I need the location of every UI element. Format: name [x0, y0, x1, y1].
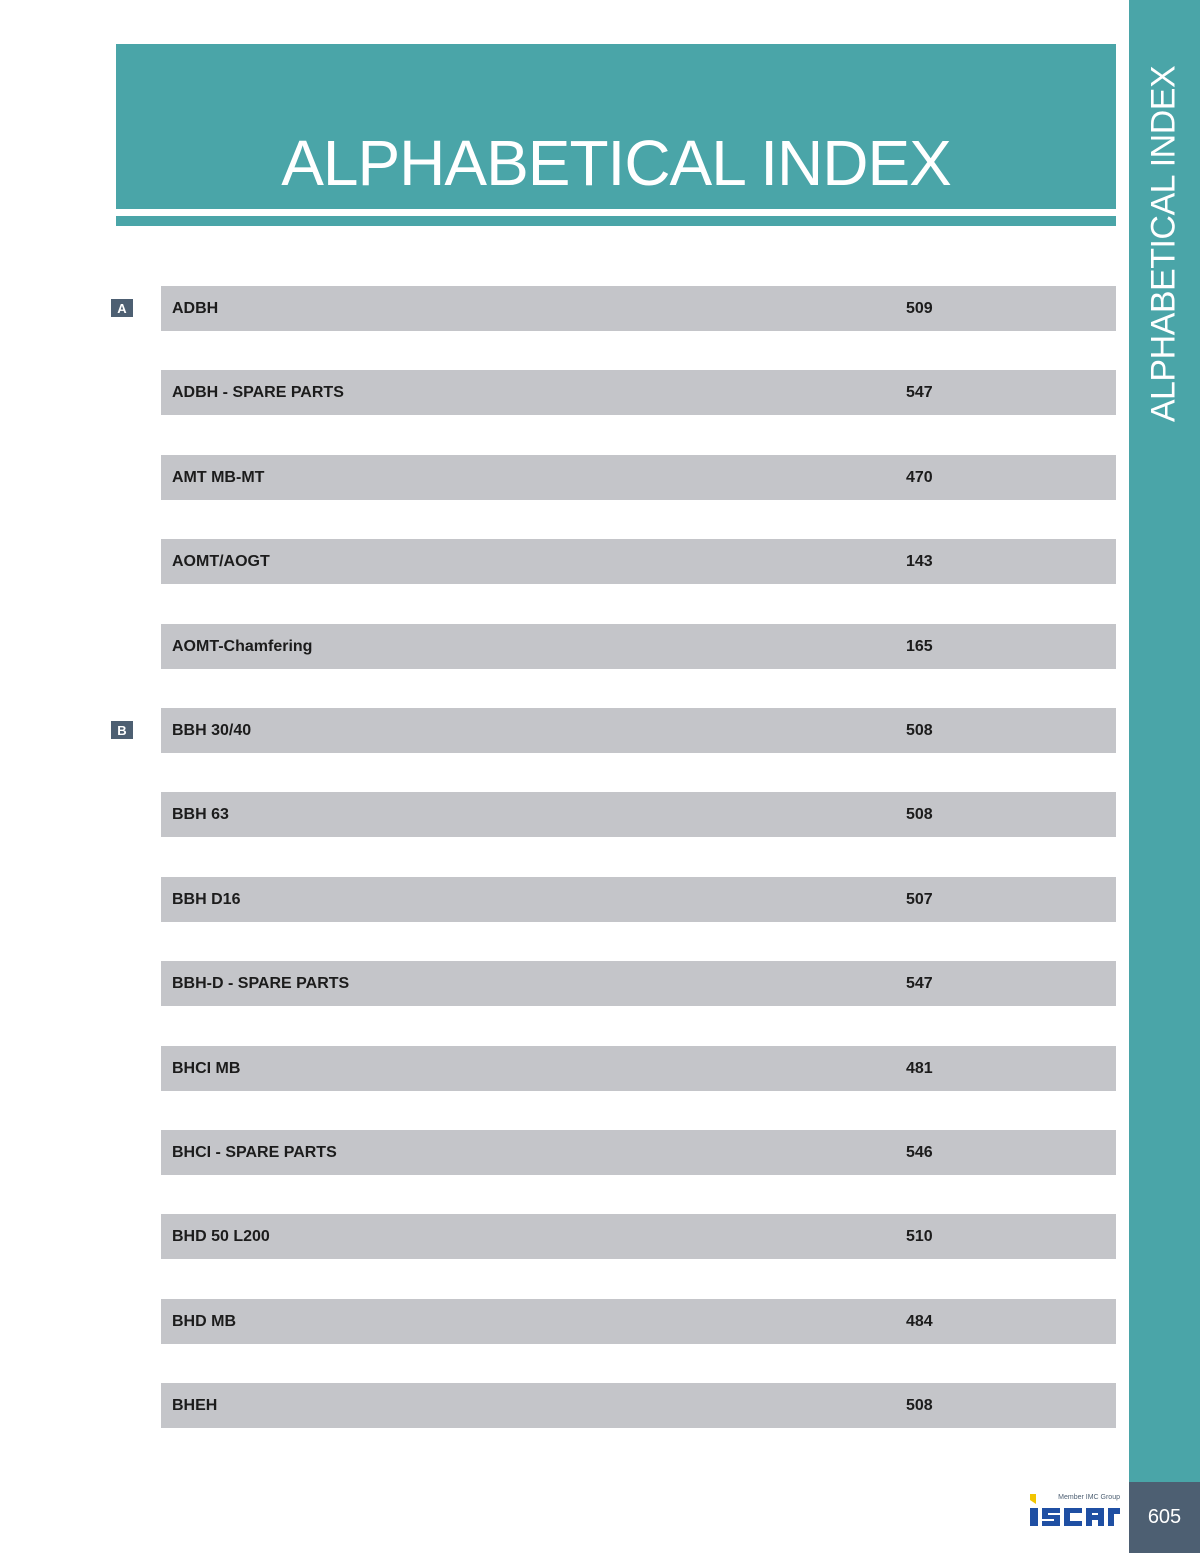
- index-entry-page: 547: [906, 975, 933, 993]
- header-rule: [116, 216, 1116, 226]
- index-row: [161, 1046, 1116, 1091]
- letter-badge: B: [111, 721, 133, 739]
- index-entry-name: BBH 30/40: [172, 722, 252, 739]
- index-entry-page: 165: [906, 637, 933, 655]
- index-entry-page: 509: [906, 300, 933, 317]
- index-row: [161, 1299, 1116, 1344]
- index-entry-name: BBH 63: [172, 806, 229, 824]
- index-entry-page: 547: [906, 384, 933, 402]
- index-row: [161, 539, 1116, 584]
- index-entry-name: BHD 50 L200: [172, 1228, 270, 1246]
- index-row: [161, 370, 1116, 415]
- index-row: [161, 286, 1116, 331]
- index-row: [161, 1130, 1116, 1175]
- index-entry-page: 507: [906, 890, 933, 908]
- index-entry-name: BBH D16: [172, 890, 241, 908]
- index-row: [161, 792, 1116, 837]
- index-row: [161, 455, 1116, 500]
- index-entry-name: BHD MB: [172, 1312, 236, 1330]
- index-entry-name: BHEH: [172, 1397, 218, 1415]
- header-banner: [116, 44, 1116, 209]
- index-entry-page: 510: [906, 1228, 933, 1246]
- index-entry-page: 546: [906, 1144, 933, 1161]
- page-title: ALPHABETICAL INDEX: [281, 126, 951, 199]
- index-entry-page: 508: [906, 806, 933, 824]
- index-entry-name: BBH-D - SPARE PARTS: [172, 975, 350, 993]
- index-entry-name: AMT MB-MT: [172, 468, 265, 486]
- logo-tagline: Member IMC Group: [1058, 1494, 1120, 1501]
- letter-badge: A: [111, 299, 133, 317]
- page-number: 605: [1129, 1482, 1200, 1553]
- index-row: [161, 1214, 1116, 1259]
- index-row: [161, 708, 1116, 753]
- index-entry-page: 508: [906, 722, 933, 739]
- index-entry-page: 481: [906, 1059, 933, 1077]
- side-tab-title: ALPHABETICAL INDEX: [1144, 65, 1183, 423]
- index-entry-page: 508: [906, 1397, 933, 1415]
- index-entry-name: ADBH: [172, 300, 219, 317]
- iscar-logo-mark: [1028, 1494, 1120, 1528]
- index-entry-page: 484: [906, 1312, 933, 1330]
- index-entry-name: BHCI MB: [172, 1059, 241, 1077]
- iscar-logo: [1028, 1494, 1120, 1528]
- index-row: [161, 961, 1116, 1006]
- index-row: [161, 1383, 1116, 1428]
- index-entry-name: BHCI - SPARE PARTS: [172, 1144, 337, 1161]
- index-row: [161, 624, 1116, 669]
- index-entry-page: 143: [906, 553, 933, 571]
- index-row: [161, 877, 1116, 922]
- index-entry-name: AOMT/AOGT: [172, 553, 270, 571]
- index-entry-page: 470: [906, 468, 933, 486]
- index-entry-name: ADBH - SPARE PARTS: [172, 384, 344, 402]
- index-entry-name: AOMT-Chamfering: [172, 637, 313, 655]
